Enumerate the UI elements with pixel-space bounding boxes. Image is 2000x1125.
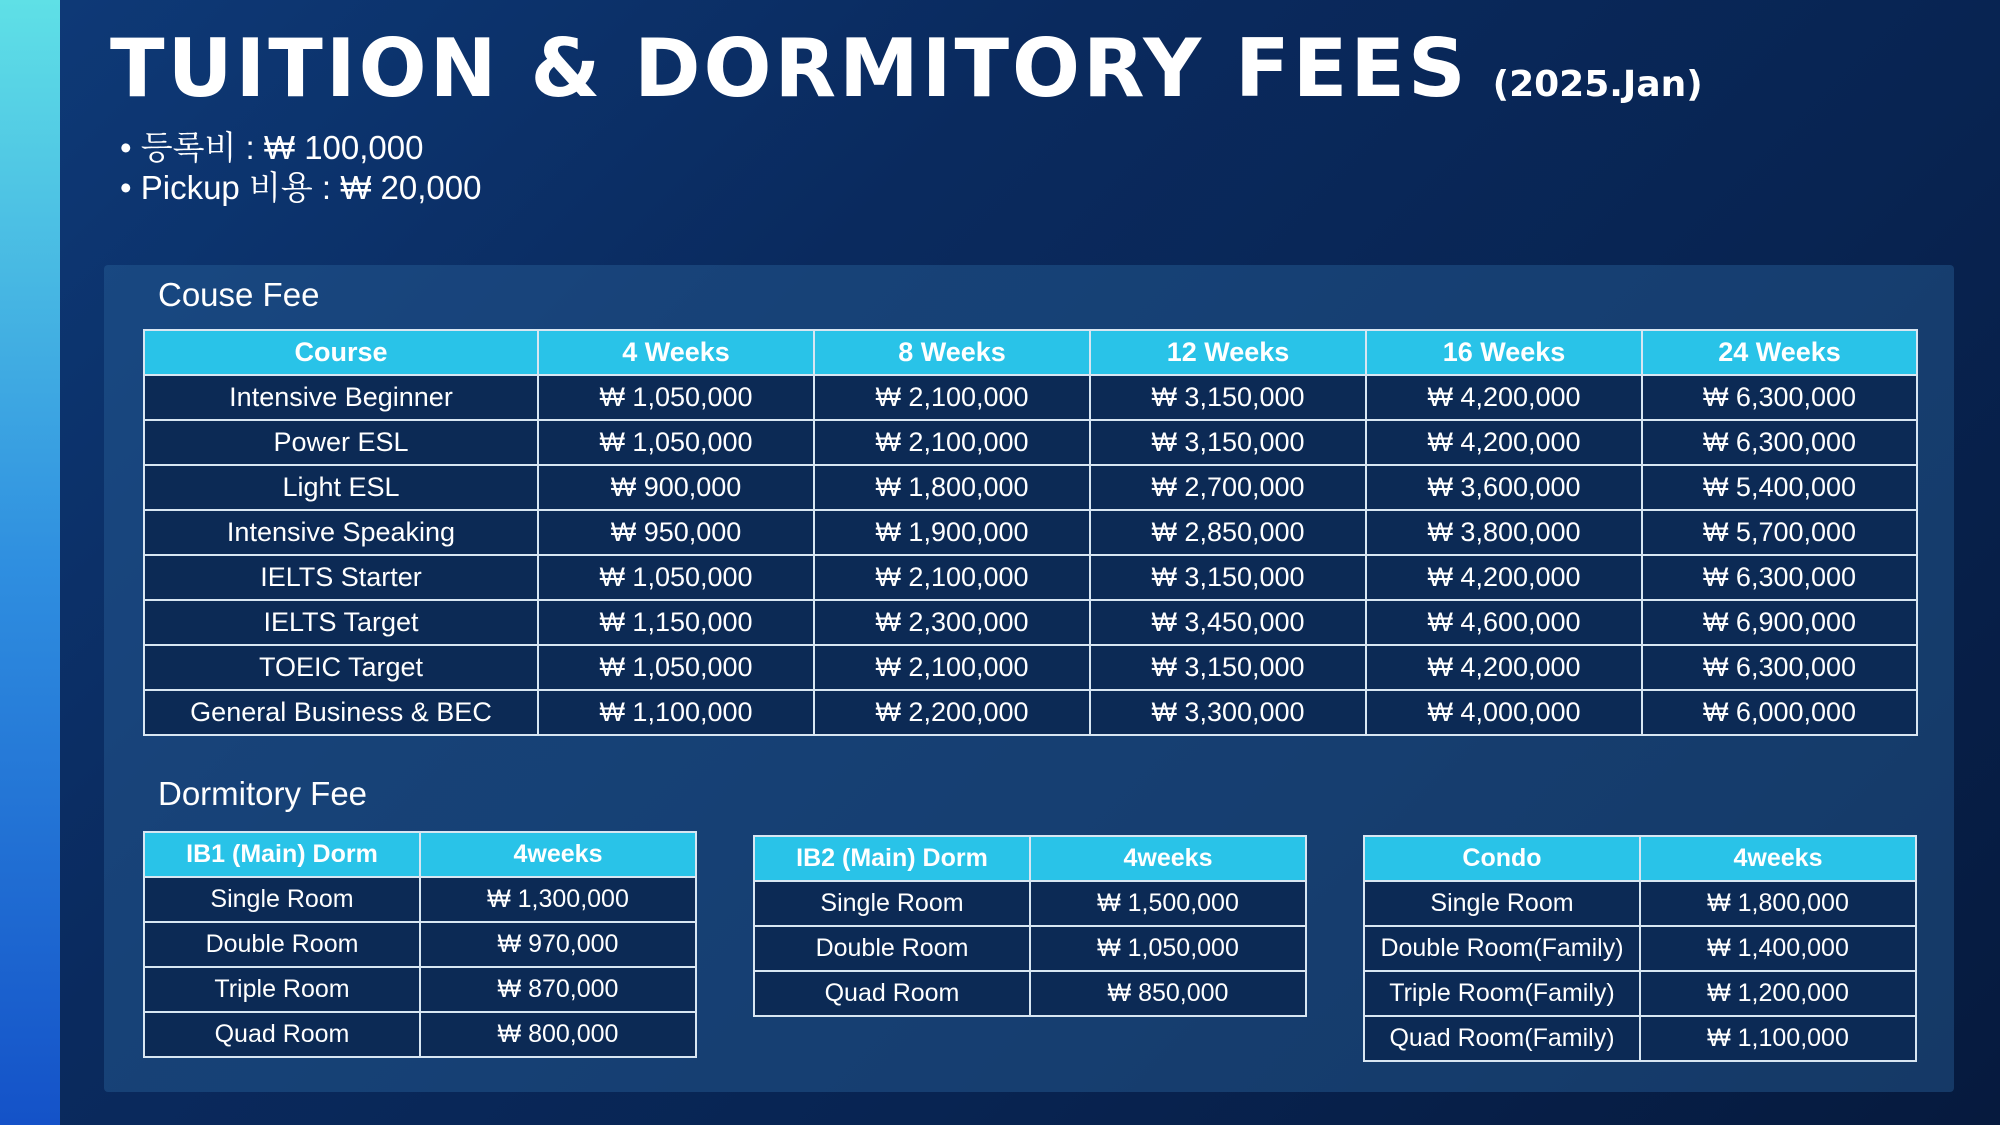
table-header-row bbox=[144, 832, 696, 877]
fee-cell: ₩ 6,900,000 bbox=[1642, 600, 1917, 645]
fee-cell: ₩ 3,300,000 bbox=[1090, 690, 1366, 735]
fee-cell: ₩ 1,050,000 bbox=[538, 645, 814, 690]
fee-cell: ₩ 870,000 bbox=[420, 967, 696, 1012]
fee-cell: ₩ 4,200,000 bbox=[1366, 375, 1642, 420]
pickup-fee-note: • Pickup 비용 : ₩ 20,000 bbox=[120, 168, 481, 208]
fee-cell: ₩ 1,300,000 bbox=[420, 877, 696, 922]
table-row bbox=[144, 877, 696, 922]
page-subtitle: (2025.Jan) bbox=[1492, 64, 1703, 105]
column-header: 4weeks bbox=[420, 832, 696, 877]
column-header: Course bbox=[144, 330, 538, 375]
fee-cell: ₩ 4,000,000 bbox=[1366, 690, 1642, 735]
fee-cell: ₩ 6,300,000 bbox=[1642, 645, 1917, 690]
fee-cell: ₩ 2,100,000 bbox=[814, 645, 1090, 690]
fee-cell: ₩ 4,600,000 bbox=[1366, 600, 1642, 645]
table-header-row bbox=[754, 836, 1306, 881]
dormitory-fee-label: Dormitory Fee bbox=[158, 775, 368, 812]
fee-cell: ₩ 3,150,000 bbox=[1090, 420, 1366, 465]
room-type-cell: Quad Room bbox=[144, 1012, 420, 1057]
fee-cell: ₩ 950,000 bbox=[538, 510, 814, 555]
room-type-cell: Triple Room(Family) bbox=[1364, 971, 1640, 1016]
room-type-cell: Triple Room bbox=[144, 967, 420, 1012]
table-row bbox=[144, 510, 1917, 555]
fee-cell: ₩ 6,300,000 bbox=[1642, 375, 1917, 420]
ib2-dorm-table bbox=[753, 835, 1307, 1017]
fee-cell: ₩ 4,200,000 bbox=[1366, 555, 1642, 600]
column-header: 16 Weeks bbox=[1366, 330, 1642, 375]
fee-cell: ₩ 6,300,000 bbox=[1642, 420, 1917, 465]
fee-cell: ₩ 5,700,000 bbox=[1642, 510, 1917, 555]
table-row bbox=[1364, 881, 1916, 926]
fee-cell: ₩ 3,150,000 bbox=[1090, 645, 1366, 690]
fee-cell: ₩ 850,000 bbox=[1030, 971, 1306, 1016]
column-header: 4 Weeks bbox=[538, 330, 814, 375]
table-header-row bbox=[1364, 836, 1916, 881]
fee-cell: ₩ 4,200,000 bbox=[1366, 420, 1642, 465]
room-type-cell: Quad Room bbox=[754, 971, 1030, 1016]
fee-cell: ₩ 970,000 bbox=[420, 922, 696, 967]
table-row bbox=[754, 971, 1306, 1016]
table-row bbox=[144, 1012, 696, 1057]
course-name-cell: Power ESL bbox=[144, 420, 538, 465]
fee-cell: ₩ 3,150,000 bbox=[1090, 555, 1366, 600]
fee-cell: ₩ 2,100,000 bbox=[814, 555, 1090, 600]
fee-cell: ₩ 1,200,000 bbox=[1640, 971, 1916, 1016]
fee-cell: ₩ 1,050,000 bbox=[538, 555, 814, 600]
fee-cell: ₩ 2,100,000 bbox=[814, 420, 1090, 465]
registration-fee-note: • 등록비 : ₩ 100,000 bbox=[120, 128, 481, 168]
course-fee-label: Couse Fee bbox=[158, 276, 320, 313]
table-row bbox=[144, 465, 1917, 510]
course-name-cell: IELTS Target bbox=[144, 600, 538, 645]
table-row bbox=[1364, 1016, 1916, 1061]
fee-cell: ₩ 1,900,000 bbox=[814, 510, 1090, 555]
fee-cell: ₩ 800,000 bbox=[420, 1012, 696, 1057]
fee-cell: ₩ 3,800,000 bbox=[1366, 510, 1642, 555]
fee-cell: ₩ 1,100,000 bbox=[1640, 1016, 1916, 1061]
fee-cell: ₩ 1,100,000 bbox=[538, 690, 814, 735]
room-type-cell: Quad Room(Family) bbox=[1364, 1016, 1640, 1061]
table-row bbox=[754, 881, 1306, 926]
column-header: IB2 (Main) Dorm bbox=[754, 836, 1030, 881]
table-row bbox=[144, 922, 696, 967]
fee-cell: ₩ 1,050,000 bbox=[538, 375, 814, 420]
table-row bbox=[144, 375, 1917, 420]
table-row bbox=[1364, 971, 1916, 1016]
ib1-dorm-table bbox=[143, 831, 697, 1058]
accent-side-bar bbox=[0, 0, 60, 1125]
column-header: 12 Weeks bbox=[1090, 330, 1366, 375]
fee-cell: ₩ 6,000,000 bbox=[1642, 690, 1917, 735]
column-header: 24 Weeks bbox=[1642, 330, 1917, 375]
room-type-cell: Double Room(Family) bbox=[1364, 926, 1640, 971]
table-row bbox=[1364, 926, 1916, 971]
table-row bbox=[144, 420, 1917, 465]
column-header: 4weeks bbox=[1640, 836, 1916, 881]
room-type-cell: Double Room bbox=[144, 922, 420, 967]
condo-table bbox=[1363, 835, 1917, 1062]
course-name-cell: General Business & BEC bbox=[144, 690, 538, 735]
table-row bbox=[144, 967, 696, 1012]
column-header: 8 Weeks bbox=[814, 330, 1090, 375]
table-row bbox=[144, 645, 1917, 690]
fee-cell: ₩ 2,700,000 bbox=[1090, 465, 1366, 510]
fee-cell: ₩ 900,000 bbox=[538, 465, 814, 510]
fee-cell: ₩ 2,100,000 bbox=[814, 375, 1090, 420]
column-header: Condo bbox=[1364, 836, 1640, 881]
table-row bbox=[144, 555, 1917, 600]
fee-cell: ₩ 1,150,000 bbox=[538, 600, 814, 645]
fee-cell: ₩ 1,050,000 bbox=[1030, 926, 1306, 971]
fee-cell: ₩ 1,050,000 bbox=[538, 420, 814, 465]
column-header: IB1 (Main) Dorm bbox=[144, 832, 420, 877]
fee-cell: ₩ 3,450,000 bbox=[1090, 600, 1366, 645]
course-name-cell: Light ESL bbox=[144, 465, 538, 510]
fee-cell: ₩ 2,850,000 bbox=[1090, 510, 1366, 555]
fee-cell: ₩ 6,300,000 bbox=[1642, 555, 1917, 600]
course-name-cell: Intensive Speaking bbox=[144, 510, 538, 555]
table-row bbox=[754, 926, 1306, 971]
fee-cell: ₩ 1,500,000 bbox=[1030, 881, 1306, 926]
page-header bbox=[110, 22, 1703, 115]
room-type-cell: Single Room bbox=[754, 881, 1030, 926]
table-header-row bbox=[144, 330, 1917, 375]
course-fee-table bbox=[143, 329, 1918, 736]
fee-cell: ₩ 4,200,000 bbox=[1366, 645, 1642, 690]
table-row bbox=[144, 600, 1917, 645]
fee-cell: ₩ 1,400,000 bbox=[1640, 926, 1916, 971]
column-header: 4weeks bbox=[1030, 836, 1306, 881]
room-type-cell: Single Room bbox=[1364, 881, 1640, 926]
room-type-cell: Single Room bbox=[144, 877, 420, 922]
course-name-cell: Intensive Beginner bbox=[144, 375, 538, 420]
fee-cell: ₩ 3,600,000 bbox=[1366, 465, 1642, 510]
fee-cell: ₩ 3,150,000 bbox=[1090, 375, 1366, 420]
room-type-cell: Double Room bbox=[754, 926, 1030, 971]
fee-cell: ₩ 5,400,000 bbox=[1642, 465, 1917, 510]
fee-cell: ₩ 2,300,000 bbox=[814, 600, 1090, 645]
page-title: TUITION & DORMITORY FEES bbox=[110, 22, 1469, 115]
course-name-cell: TOEIC Target bbox=[144, 645, 538, 690]
fee-cell: ₩ 1,800,000 bbox=[1640, 881, 1916, 926]
table-row bbox=[144, 690, 1917, 735]
fee-cell: ₩ 1,800,000 bbox=[814, 465, 1090, 510]
fee-notes bbox=[120, 128, 481, 208]
course-name-cell: IELTS Starter bbox=[144, 555, 538, 600]
fee-cell: ₩ 2,200,000 bbox=[814, 690, 1090, 735]
